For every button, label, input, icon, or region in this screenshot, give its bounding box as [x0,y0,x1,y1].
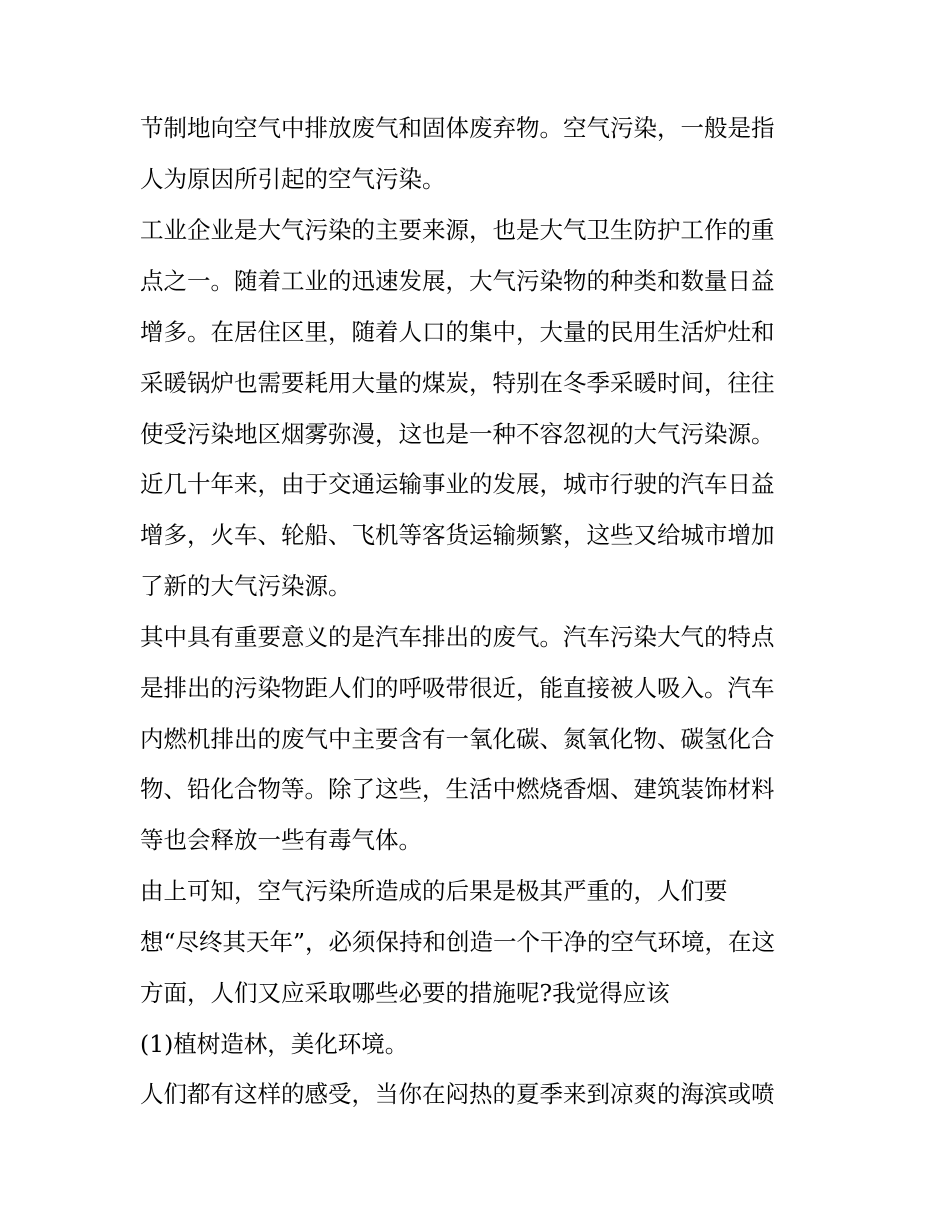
text-line: 人们都有这样的感受，当你在闷热的夏季来到凉爽的海滨或喷 [140,1080,775,1108]
text-line: (1)植树造林，美化环境。 [140,1030,409,1058]
text-line: 工业企业是大气污染的主要来源，也是大气卫生防护工作的重 [140,216,775,244]
text-line: 内燃机排出的废气中主要含有一氧化碳、氮氧化物、碳氢化合 [140,725,775,753]
text-line: 近几十年来，由于交通运输事业的发展，城市行驶的汽车日益 [140,470,775,498]
text-line: 方面，人们又应采取哪些必要的措施呢?我觉得应该 [140,979,670,1007]
text-line: 等也会释放一些有毒气体。 [140,826,422,854]
text-line: 了新的大气污染源。 [140,572,352,600]
text-line: 物、铅化合物等。除了这些，生活中燃烧香烟、建筑装饰材料 [140,775,775,803]
text-line: 增多，火车、轮船、飞机等客货运输频繁，这些又给城市增加 [140,521,775,549]
text-line: 由上可知，空气污染所造成的后果是极其严重的，人们要 [140,877,728,905]
text-line: 节制地向空气中排放废气和固体废弃物。空气污染，一般是指 [140,114,775,142]
text-line: 使受污染地区烟雾弥漫，这也是一种不容忽视的大气污染源。 [140,420,775,448]
text-line: 点之一。随着工业的迅速发展，大气污染物的种类和数量日益 [140,267,775,295]
text-line: 其中具有重要意义的是汽车排出的废气。汽车污染大气的特点 [140,623,775,651]
text-line: 增多。在居住区里，随着人口的集中，大量的民用生活炉灶和 [140,318,775,346]
text-line: 是排出的污染物距人们的呼吸带很近，能直接被人吸入。汽车 [140,674,775,702]
text-line: 人为原因所引起的空气污染。 [140,165,446,193]
text-line: 想“尽终其天年”，必须保持和创造一个干净的空气环境，在这 [140,928,776,956]
text-line: 采暖锅炉也需要耗用大量的煤炭，特别在冬季采暖时间，往往 [140,369,775,397]
